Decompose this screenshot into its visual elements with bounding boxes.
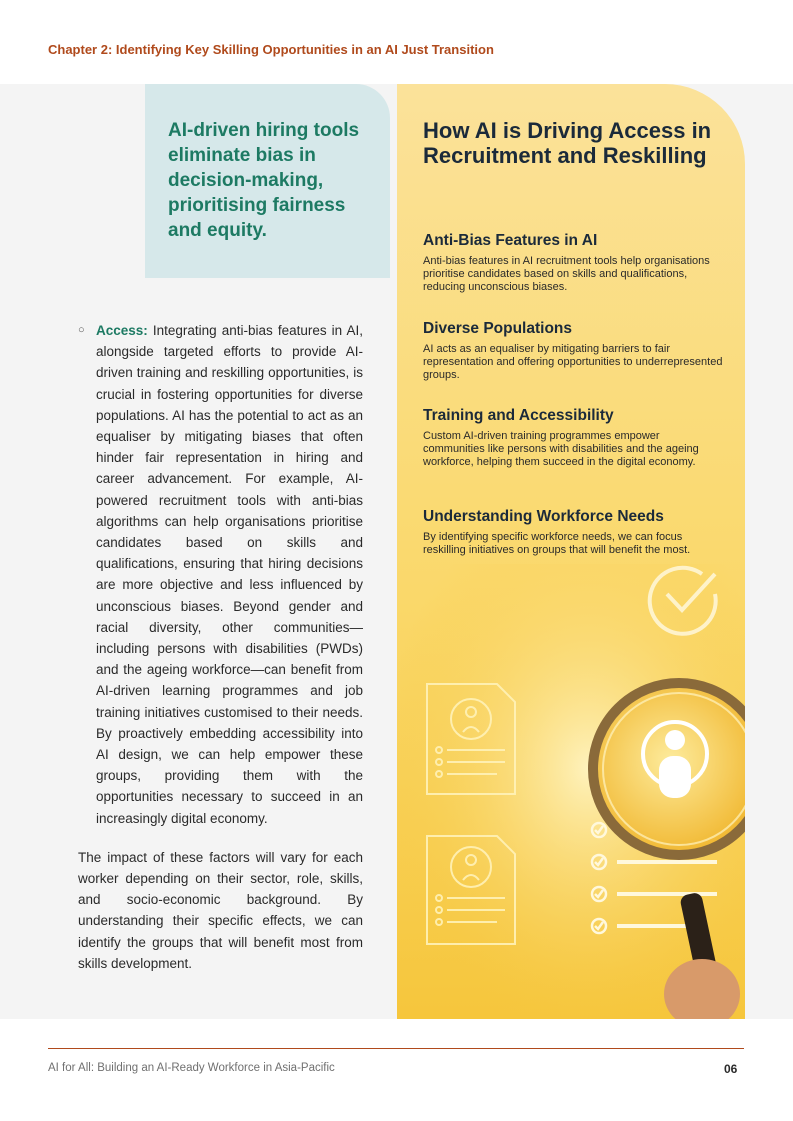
chapter-heading: Chapter 2: Identifying Key Skilling Opportunities in an AI Just Transition: [48, 42, 494, 57]
panel-title: How AI is Driving Access in Recruitment and Reskilling: [423, 118, 712, 168]
feature-training-accessibility: [423, 407, 723, 468]
feature-text: AI acts as an equaliser by mitigating barriers to fair representation and offering opportunities to underrepresented groups.: [423, 343, 723, 381]
access-label: Access:: [96, 323, 148, 338]
feature-heading: Understanding Workforce Needs: [423, 508, 664, 525]
feature-workforce-needs: [423, 508, 723, 557]
feature-text: By identifying specific workforce needs, we can focus reskilling initiatives on groups that will benefit the most.: [423, 531, 691, 556]
footer-title: AI for All: Building an AI-Ready Workforce in Asia-Pacific: [48, 1062, 335, 1074]
feature-diverse-populations: [423, 320, 723, 381]
feature-text: Custom AI-driven training programmes empower communities like persons with disabilities and the ageing workforce, helping them succeed in the digital economy.: [423, 430, 699, 468]
access-text: Integrating anti-bias features in AI, alongside targeted efforts to provide AI-driven training and reskilling opportunities, is crucial in fostering opportunities for diverse populations. AI has the potential to act as an equaliser by mitigating biases that often hinder fair representation in hiring and career advancement. For example, AI-powered recruitment tools with anti-bias algorithms can help organisations prioritise candidates based on skills and qualifications, ensuring that hiring decisions are more objective and less influenced by unconscious biases. Beyond gender and racial diversity, other communities—including persons with disabilities (PWDs) and the ageing workforce—can benefit from AI-driven learning programmes and job training initiatives customised to their needs. By proactively embedding accessibility into AI design, we can help empower these groups, providing them with the opportunities necessary to succeed in an increasingly digital economy.: [96, 323, 363, 826]
access-bullet: [78, 320, 363, 829]
footer-divider: [48, 1048, 744, 1049]
feature-heading: Anti-Bias Features in AI: [423, 232, 598, 249]
feature-text: Anti-bias features in AI recruitment tools help organisations prioritise candidates based on skills and qualifications, reducing unconscious biases.: [423, 255, 710, 293]
impact-paragraph: The impact of these factors will vary for each worker depending on their sector, role, skills, and socio-economic background. By understanding their specific effects, we can identify the groups that will benefit most from skills development.: [78, 849, 363, 971]
feature-heading: Training and Accessibility: [423, 407, 614, 424]
pull-quote: AI-driven hiring tools eliminate bias in decision-making, prioritising fairness and equity.: [168, 120, 360, 241]
magnifier-illustration: [397, 564, 745, 1019]
page-number: 06: [724, 1062, 738, 1076]
body-column: [78, 320, 363, 974]
bullet-circle-icon: ○: [78, 324, 85, 336]
feature-heading: Diverse Populations: [423, 320, 573, 337]
feature-anti-bias: [423, 232, 723, 293]
info-panel: [397, 84, 745, 1019]
